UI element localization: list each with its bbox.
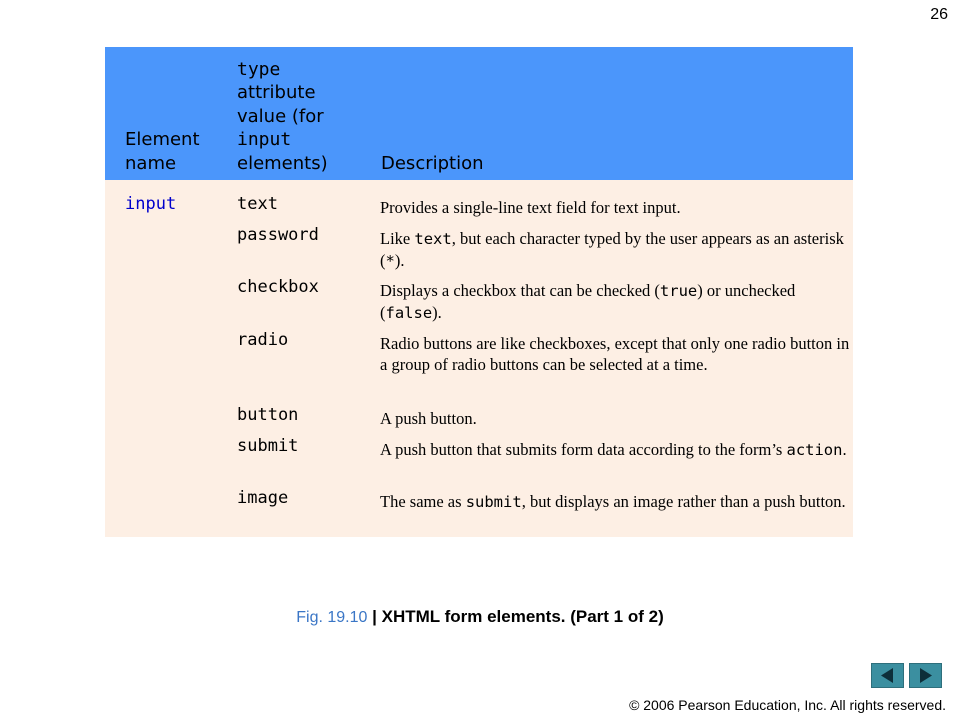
description-cell: Provides a single-line text field for text input. bbox=[380, 198, 681, 217]
figure-title: | XHTML form elements. (Part 1 of 2) bbox=[367, 607, 664, 626]
type-cell: checkbox bbox=[237, 277, 319, 297]
type-cell: password bbox=[237, 225, 319, 245]
next-slide-button[interactable] bbox=[909, 663, 942, 688]
type-cell: submit bbox=[237, 436, 299, 456]
slide-navigation bbox=[871, 663, 942, 688]
triangle-right-icon bbox=[910, 664, 941, 687]
description-cell: A push button. bbox=[380, 409, 477, 428]
header-element-name: Element name bbox=[125, 129, 200, 174]
description-cell: Like text, but each character typed by the user appears as an asterisk (*). bbox=[380, 229, 844, 270]
description-cell: A push button that submits form data according to the form’s action. bbox=[380, 440, 847, 459]
table-body bbox=[105, 180, 853, 537]
previous-slide-button[interactable] bbox=[871, 663, 904, 688]
type-cell: text bbox=[237, 194, 278, 214]
figure-caption bbox=[0, 607, 960, 627]
element-cell: input bbox=[125, 194, 177, 214]
description-cell: Radio buttons are like checkboxes, except that only one radio button in a group of radio buttons can be selected at a time. bbox=[380, 334, 850, 374]
description-cell: Displays a checkbox that can be checked (true) or unchecked (false). bbox=[380, 281, 796, 322]
form-elements-table bbox=[105, 47, 853, 537]
type-cell: button bbox=[237, 405, 299, 425]
page-number: 26 bbox=[930, 6, 948, 23]
figure-label: Fig. 19.10 bbox=[296, 609, 368, 626]
table-header bbox=[105, 47, 853, 180]
copyright-notice: © 2006 Pearson Education, Inc. All rights reserved. bbox=[629, 697, 946, 713]
type-cell: image bbox=[237, 488, 289, 508]
description-cell: The same as submit, but displays an image rather than a push button. bbox=[380, 492, 846, 511]
header-description: Description bbox=[381, 152, 484, 174]
header-type-attribute: type attribute value (for input elements) bbox=[237, 58, 328, 174]
type-cell: radio bbox=[237, 330, 289, 350]
triangle-left-icon bbox=[872, 664, 903, 687]
